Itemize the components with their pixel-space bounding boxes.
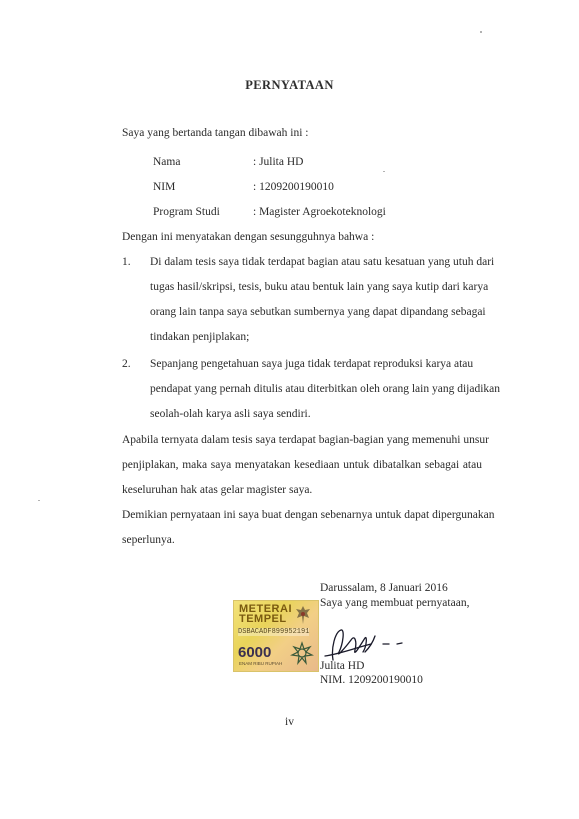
stamp-serial: DSBACADF899952191 — [238, 628, 310, 636]
identity-name-value: : Julita HD — [253, 156, 304, 168]
point-1-line: tugas hasil/skripsi, tesis, buku atau bentuk lain yang saya kutip dari karya — [150, 281, 489, 293]
paragraph-line: Demikian pernyataan ini saya buat dengan sebenarnya untuk dapat dipergunakan — [122, 509, 495, 521]
point-2-line: seolah-olah karya asli saya sendiri. — [150, 408, 311, 420]
point-1-line: Di dalam tesis saya tidak terdapat bagian atau satu kesatuan yang utuh dari — [150, 256, 495, 268]
scan-speck — [38, 500, 40, 501]
identity-program-label: Program Studi — [153, 206, 220, 218]
paragraph-line: seperlunya. — [122, 534, 175, 546]
stamp-line-1: METERAI — [239, 603, 292, 615]
stamp-line-2: TEMPEL — [239, 613, 287, 625]
intro-text: Saya yang bertanda tangan dibawah ini : — [122, 127, 309, 139]
point-2-number: 2. — [122, 358, 131, 370]
paragraph-line: Apabila ternyata dalam tesis saya terdapat bagian-bagian yang memenuhi unsur — [122, 434, 489, 446]
closing-place-date: Darussalam, 8 Januari 2016 — [320, 582, 448, 594]
stamp-amount: 6000 — [238, 644, 272, 661]
paragraph-line: penjiplakan, maka saya menyatakan kesediaan untuk dibatalkan sebagai atau — [122, 459, 482, 471]
page-number: iv — [285, 716, 294, 728]
point-2-line: Sepanjang pengetahuan saya juga tidak terdapat reproduksi karya atau — [150, 358, 474, 370]
point-1-number: 1. — [122, 256, 131, 268]
statement-intro: Dengan ini menyatakan dengan sesungguhnya bahwa : — [122, 231, 375, 243]
point-1-line: orang lain tanpa saya sebutkan sumbernya yang dapat dipandang sebagai — [150, 306, 486, 318]
identity-nim-value: : 1209200190010 — [253, 181, 334, 193]
stamp-small-text: ENAM RIBU RUPIAH — [239, 661, 283, 666]
paragraph-line: keseluruhan hak atas gelar magister saya. — [122, 484, 313, 496]
point-2-line: pendapat yang pernah ditulis atau diterbitkan oleh orang lain yang dijadikan — [150, 383, 501, 395]
point-1-line: tindakan penjiplakan; — [150, 331, 250, 343]
identity-name-label: Nama — [153, 156, 181, 168]
closing-name: Julita HD — [320, 660, 365, 672]
page-title: PERNYATAAN — [245, 78, 334, 92]
scan-speck — [480, 31, 482, 33]
identity-nim-label: NIM — [153, 181, 176, 193]
closing-maker: Saya yang membuat pernyataan, — [320, 597, 470, 609]
identity-program-value: : Magister Agroekoteknologi — [253, 206, 386, 218]
closing-nim: NIM. 1209200190010 — [320, 674, 423, 686]
scan-speck — [383, 171, 385, 172]
